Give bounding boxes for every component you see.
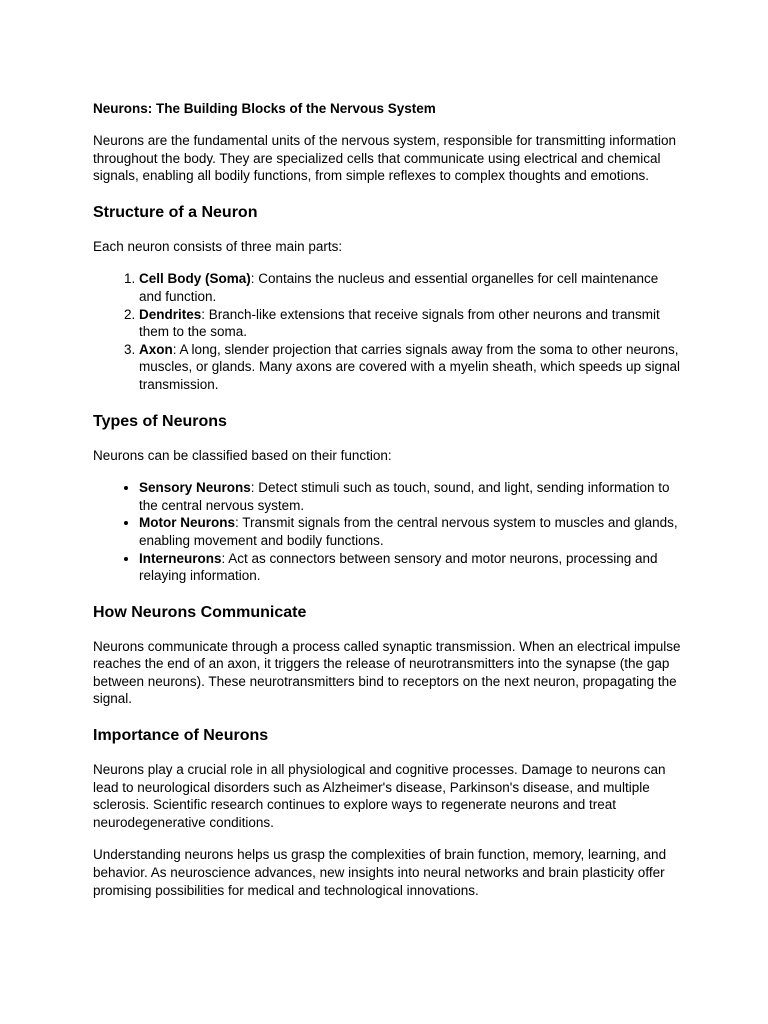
document-title: Neurons: The Building Blocks of the Nervous System: [93, 101, 436, 116]
importance-paragraph-2: Understanding neurons helps us grasp the complexities of brain function, memory, learning, and behavior. As neuroscience advances, new insights into neural networks and brain plasticity offer promising possibilities for medical and technological innovations.: [93, 847, 667, 898]
list-item-term: Dendrites: [139, 306, 202, 322]
document-page: [93, 100, 683, 914]
list-item-term: Motor Neurons: [139, 515, 235, 531]
types-lead: Neurons can be classified based on their function:: [93, 447, 392, 463]
section-heading-structure: Structure of a Neuron: [93, 203, 258, 221]
list-item-term: Interneurons: [139, 550, 222, 566]
types-list: [93, 479, 683, 585]
list-item: [139, 270, 683, 305]
communicate-paragraph: Neurons communicate through a process called synaptic transmission. When an electrical impulse reaches the end of an axon, it triggers the release of neurotransmitters into the synapse (the gap between neurons). These neurotransmitters bind to receptors on the next neuron, propagating the signal.: [93, 638, 681, 707]
list-item: [139, 306, 683, 341]
list-item-text: : Act as connectors between sensory and motor neurons, processing and relaying information.: [139, 550, 658, 584]
list-item: [139, 550, 683, 585]
section-heading-communicate: How Neurons Communicate: [93, 603, 307, 621]
list-item: [139, 514, 683, 549]
list-item-term: Cell Body (Soma): [139, 271, 251, 287]
section-heading-types: Types of Neurons: [93, 412, 227, 430]
list-item-text: : Detect stimuli such as touch, sound, and light, sending information to the central nervous system.: [139, 480, 670, 513]
list-item-term: Sensory Neurons: [139, 480, 251, 496]
structure-list: [93, 270, 683, 393]
list-item-term: Axon: [139, 341, 173, 357]
intro-paragraph: Neurons are the fundamental units of the nervous system, responsible for transmitting information throughout the body. They are specialized cells that communicate using electrical and chemical signals, enabling all bodily functions, from simple reflexes to complex thoughts and emotions.: [93, 133, 677, 184]
list-item: [139, 479, 683, 514]
list-item-text: : Transmit signals from the central nervous system to muscles and glands, enabling movement and bodily functions.: [139, 515, 678, 548]
structure-lead: Each neuron consists of three main parts:: [93, 238, 343, 254]
list-item: [139, 341, 683, 394]
list-item-text: : Contains the nucleus and essential organelles for cell maintenance and function.: [139, 271, 659, 304]
list-item-text: : A long, slender projection that carries signals away from the soma to other neurons, muscles, or glands. Many axons are covered with a myelin sheath, which speeds up signal transmission.: [139, 341, 681, 392]
importance-paragraph-1: Neurons play a crucial role in all physiological and cognitive processes. Damage to neurons can lead to neurological disorders such as Alzheimer's disease, Parkinson's disease, and multiple sclerosis. Scientific research continues to explore ways to regenerate neurons and treat neurodegenerative conditions.: [93, 762, 666, 830]
section-heading-importance: Importance of Neurons: [93, 727, 269, 745]
list-item-text: : Branch-like extensions that receive signals from other neurons and transmit them to the soma.: [139, 306, 660, 340]
